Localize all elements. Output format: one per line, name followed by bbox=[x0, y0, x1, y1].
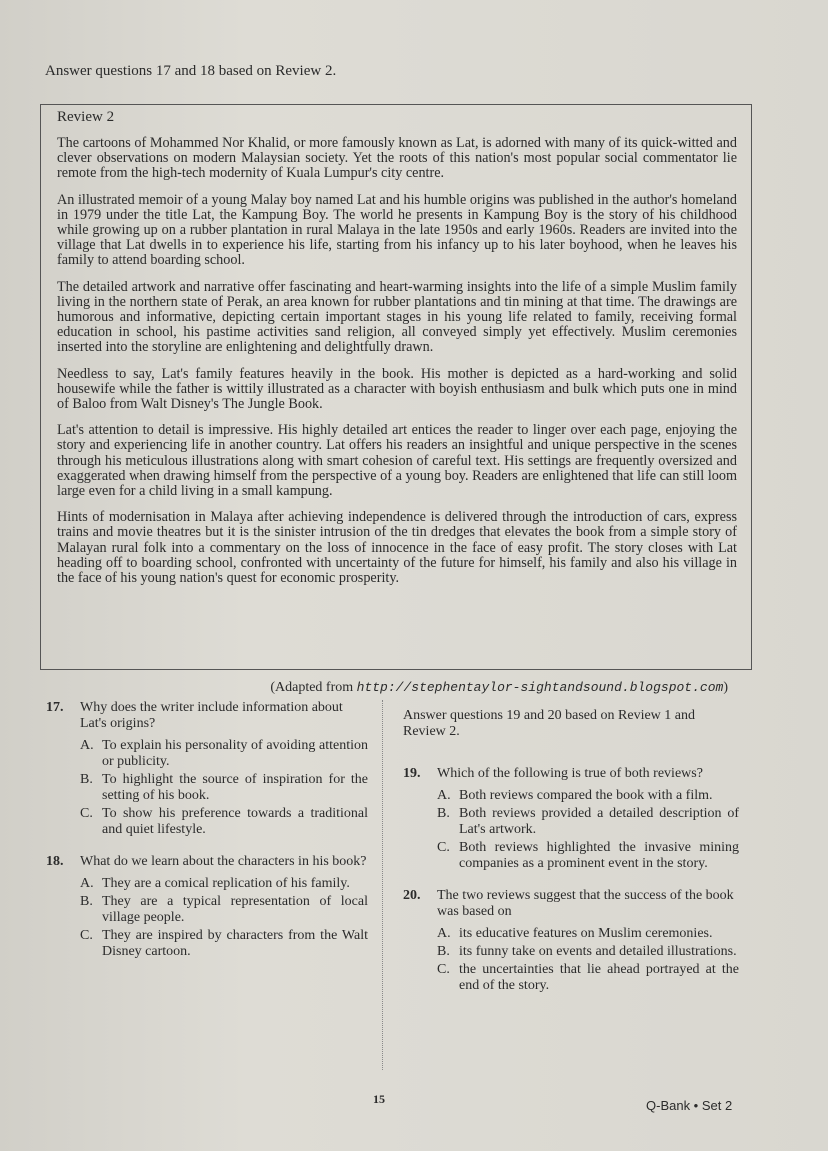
questions-left-column bbox=[46, 700, 368, 962]
question-number: 18. bbox=[46, 854, 64, 869]
question-text: The two reviews suggest that the success of the book was based on bbox=[437, 888, 734, 919]
review-paragraph: The cartoons of Mohammed Nor Khalid, or more famously known as Lat, is adorned with many of its quick-witted and clever observations on modern Malaysian society. Yet the roots of this nation's most popular social commentator lie remote from the high-tech modernity of Kuala Lumpur's city centre. bbox=[57, 135, 737, 182]
option-letter: A. bbox=[80, 738, 94, 753]
review-paragraph: An illustrated memoir of a young Malay boy named Lat and his humble origins was published in the author's homeland in 1979 under the title Lat, the Kampung Boy. The world he presents in Kampung Boy is the story of his childhood while growing up on a rubber plantation in rural Malaya in the late 1950s and early 1960s. Readers are invited into the village that Lat dwells in to experience his life, starting from his infancy up to his later boyhood, when he leaves his family to attend boarding school. bbox=[57, 191, 737, 269]
option-letter: A. bbox=[437, 926, 451, 941]
option-c[interactable] bbox=[80, 806, 368, 838]
option-text: They are inspired by characters from the Walt Disney cartoon. bbox=[102, 928, 368, 959]
option-c[interactable] bbox=[437, 962, 739, 994]
source-suffix: ) bbox=[723, 680, 728, 695]
option-letter: B. bbox=[437, 944, 450, 959]
option-letter: C. bbox=[437, 840, 450, 855]
question-text: Why does the writer include information about Lat's origins? bbox=[80, 700, 343, 731]
option-letter: B. bbox=[437, 806, 450, 821]
instruction-both-reviews: Answer questions 19 and 20 based on Review 1 and Review 2. bbox=[403, 708, 696, 739]
option-text: the uncertainties that lie ahead portrayed at the end of the story. bbox=[459, 962, 739, 993]
option-text: Both reviews compared the book with a film. bbox=[459, 788, 713, 803]
option-letter: A. bbox=[437, 788, 451, 803]
question-text: What do we learn about the characters in his book? bbox=[80, 854, 367, 869]
review-paragraph: The detailed artwork and narrative offer fascinating and heart-warming insights into the life of a simple Muslim family living in the northern state of Perak, an area known for rubber plantations and tin mining at that time. The drawings are humorous and informative, depicting certain important stages in his young life related to family, receiving formal education in school, his pastime activities sand religion, all conveyed simply yet effectively. Muslim ceremonies inserted into the storyline are enlightening and delightfully drawn. bbox=[57, 278, 737, 356]
option-b[interactable] bbox=[80, 772, 368, 804]
page-number: 15 bbox=[373, 1092, 385, 1106]
review-2-box bbox=[40, 104, 752, 670]
option-letter: C. bbox=[437, 962, 450, 977]
question-number: 19. bbox=[403, 766, 421, 781]
option-text: To show his preference towards a traditional and quiet lifestyle. bbox=[102, 806, 368, 837]
option-text: Both reviews provided a detailed description of Lat's artwork. bbox=[459, 806, 739, 837]
option-c[interactable] bbox=[437, 840, 739, 872]
column-divider bbox=[382, 700, 383, 1070]
source-prefix: (Adapted from bbox=[270, 680, 357, 695]
question-19 bbox=[403, 766, 739, 872]
option-a[interactable] bbox=[80, 876, 368, 892]
option-a[interactable] bbox=[80, 738, 368, 770]
qbank-label: Q-Bank • Set 2 bbox=[646, 1098, 733, 1113]
option-text: To highlight the source of inspiration for the setting of his book. bbox=[102, 772, 368, 803]
option-text: They are a typical representation of local village people. bbox=[102, 894, 368, 925]
option-letter: C. bbox=[80, 806, 93, 821]
source-url[interactable]: http://stephentaylor-sightandsound.blogspot.com bbox=[356, 680, 724, 695]
option-letter: B. bbox=[80, 894, 93, 909]
option-a[interactable] bbox=[437, 788, 739, 804]
questions-right-column bbox=[403, 708, 739, 996]
option-text: They are a comical replication of his family. bbox=[102, 876, 350, 891]
option-letter: B. bbox=[80, 772, 93, 787]
review-paragraph: Hints of modernisation in Malaya after achieving independence is delivered through the introduction of cars, express trains and movie theatres but it is the sinister intrusion of the tin dredges that elevates the book from a simple story of Malayan rural folk into a commentary on the loss of innocence in the face of easy profit. The story closes with Lat heading off to boarding school, confronted with uncertainty of the future for himself, his family and also his village in the face of his young nation's quest for economic prosperity. bbox=[57, 509, 737, 587]
option-letter: C. bbox=[80, 928, 93, 943]
source-citation bbox=[270, 680, 728, 696]
question-text: Which of the following is true of both reviews? bbox=[437, 766, 703, 781]
option-a[interactable] bbox=[437, 926, 739, 942]
review-paragraph: Needless to say, Lat's family features heavily in the book. His mother is depicted as a hard-working and solid housewife while the father is wittily illustrated as a character with boyish enthusiasm and bulk which puts one in mind of Baloo from Walt Disney's The Jungle Book. bbox=[57, 365, 737, 413]
option-text: To explain his personality of avoiding attention or publicity. bbox=[102, 738, 368, 769]
question-number: 20. bbox=[403, 888, 421, 903]
question-20 bbox=[403, 888, 739, 994]
review-paragraph: Lat's attention to detail is impressive. His highly detailed art entices the reader to linger over each page, enjoying the story and experiencing life in another country. Lat offers his readers an insightful and unique perspective in the scenes through his meticulous illustrations along with smart cohesion of careful text. His settings are frequently oversized and exaggerated when drawing himself from the perspective of a young boy. Readers are enlightened that life can still loom large even for a child living in a small kampung. bbox=[57, 422, 737, 500]
option-b[interactable] bbox=[80, 894, 368, 926]
question-18 bbox=[46, 854, 368, 960]
review-title: Review 2 bbox=[57, 109, 115, 125]
option-letter: A. bbox=[80, 876, 94, 891]
option-b[interactable] bbox=[437, 806, 739, 838]
option-c[interactable] bbox=[80, 928, 368, 960]
option-text: its funny take on events and detailed illustrations. bbox=[459, 944, 737, 959]
option-b[interactable] bbox=[437, 944, 739, 960]
instruction-review-2: Answer questions 17 and 18 based on Review 2. bbox=[45, 63, 337, 79]
question-number: 17. bbox=[46, 700, 64, 715]
option-text: its educative features on Muslim ceremonies. bbox=[459, 926, 713, 941]
option-text: Both reviews highlighted the invasive mining companies as a prominent event in the story. bbox=[459, 840, 739, 871]
question-17 bbox=[46, 700, 368, 838]
